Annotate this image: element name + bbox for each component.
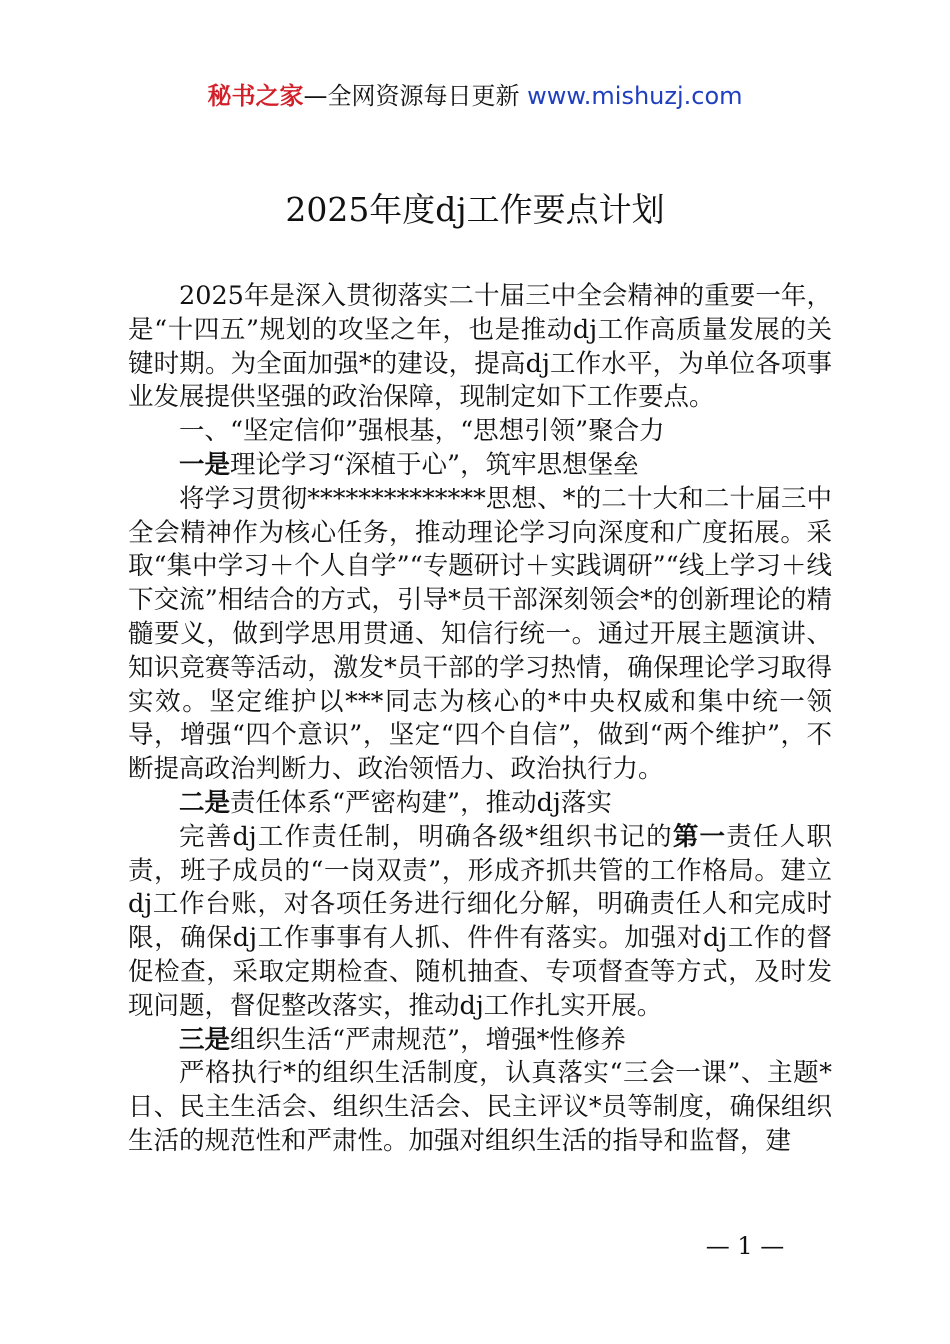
banner-slogan: —全网资源每日更新: [303, 82, 528, 110]
item-heading-1: [128, 449, 832, 483]
section-heading-1: 一、“坚定信仰”强根基，“思想引领”聚合力: [179, 416, 665, 447]
item-lead-3: 三是: [179, 1024, 231, 1055]
item-paragraph-1: 将学习贯彻**************思想、*的二十大和二十届三中全会精神作为核心任务，推动理论学习向深度和广度拓展。采取“集中学习＋个人自学”“专题研讨＋实践调研”“线上学习＋线下交流”相结合的方式，引导*员干部深刻领会*的创新理论的精髓要义，做到学思用贯通、知信行统一。通过开展主题演讲、知识竞赛等活动，激发*员干部的学习热情，确保理论学习取得实效。坚定维护以***同志为核心的*中央权威和集中统一领导，增强“四个意识”，坚定“四个自信”，做到“两个维护”，不断提高政治判断力、政治领悟力、政治执行力。: [128, 483, 832, 785]
item-heading-text-2: 责任体系“严密构建”，推动dj落实: [230, 787, 612, 818]
document-title: 2025年度dj工作要点计划: [285, 190, 665, 229]
site-url-link[interactable]: www.mishuzj.com: [527, 82, 743, 110]
item-paragraph-3: 严格执行*的组织生活制度，认真落实“三会一课”、主题*日、民主生活会、组织生活会、民主评议*员等制度，确保组织生活的规范性和严肃性。加强对组织生活的指导和监督，建: [128, 1058, 832, 1156]
item-heading-2: [128, 787, 832, 821]
site-banner: [0, 80, 950, 112]
item-lead-1: 一是: [179, 449, 231, 480]
item-paragraph-2-part-b: 责任人职责，班子成员的“一岗双责”，形成齐抓共管的工作格局。建立dj工作台账，对各项任务进行细化分解，明确责任人和完成时限，确保dj工作事事有人抓、件件有落实。加强对dj工作的督促检查，采取定期检查、随机抽查、专项督查等方式，及时发现问题，督促整改落实，推动dj工作扎实开展。: [128, 821, 832, 1021]
document-body: [128, 280, 832, 1159]
item-heading-3: [128, 1024, 832, 1058]
brand-name: 秘书之家: [207, 82, 304, 110]
item-paragraph-2-part-a: 完善dj工作责任制，明确各级*组织书记的: [179, 821, 673, 852]
page-number: — 1 —: [705, 1232, 785, 1260]
item-paragraph-2: [128, 821, 832, 1024]
intro-paragraph: 2025年是深入贯彻落实二十届三中全会精神的重要一年，是“十四五”规划的攻坚之年，也是推动dj工作高质量发展的关键时期。为全面加强*的建设，提高dj工作水平，为单位各项事业发展提供坚强的政治保障，现制定如下工作要点。: [128, 281, 832, 413]
item-lead-2: 二是: [179, 787, 231, 818]
item-paragraph-2-bold: 第一: [672, 821, 727, 852]
item-heading-text-1: 理论学习“深植于心”，筑牢思想堡垒: [230, 449, 639, 480]
item-heading-text-3: 组织生活“严肃规范”，增强*性修养: [230, 1024, 626, 1055]
